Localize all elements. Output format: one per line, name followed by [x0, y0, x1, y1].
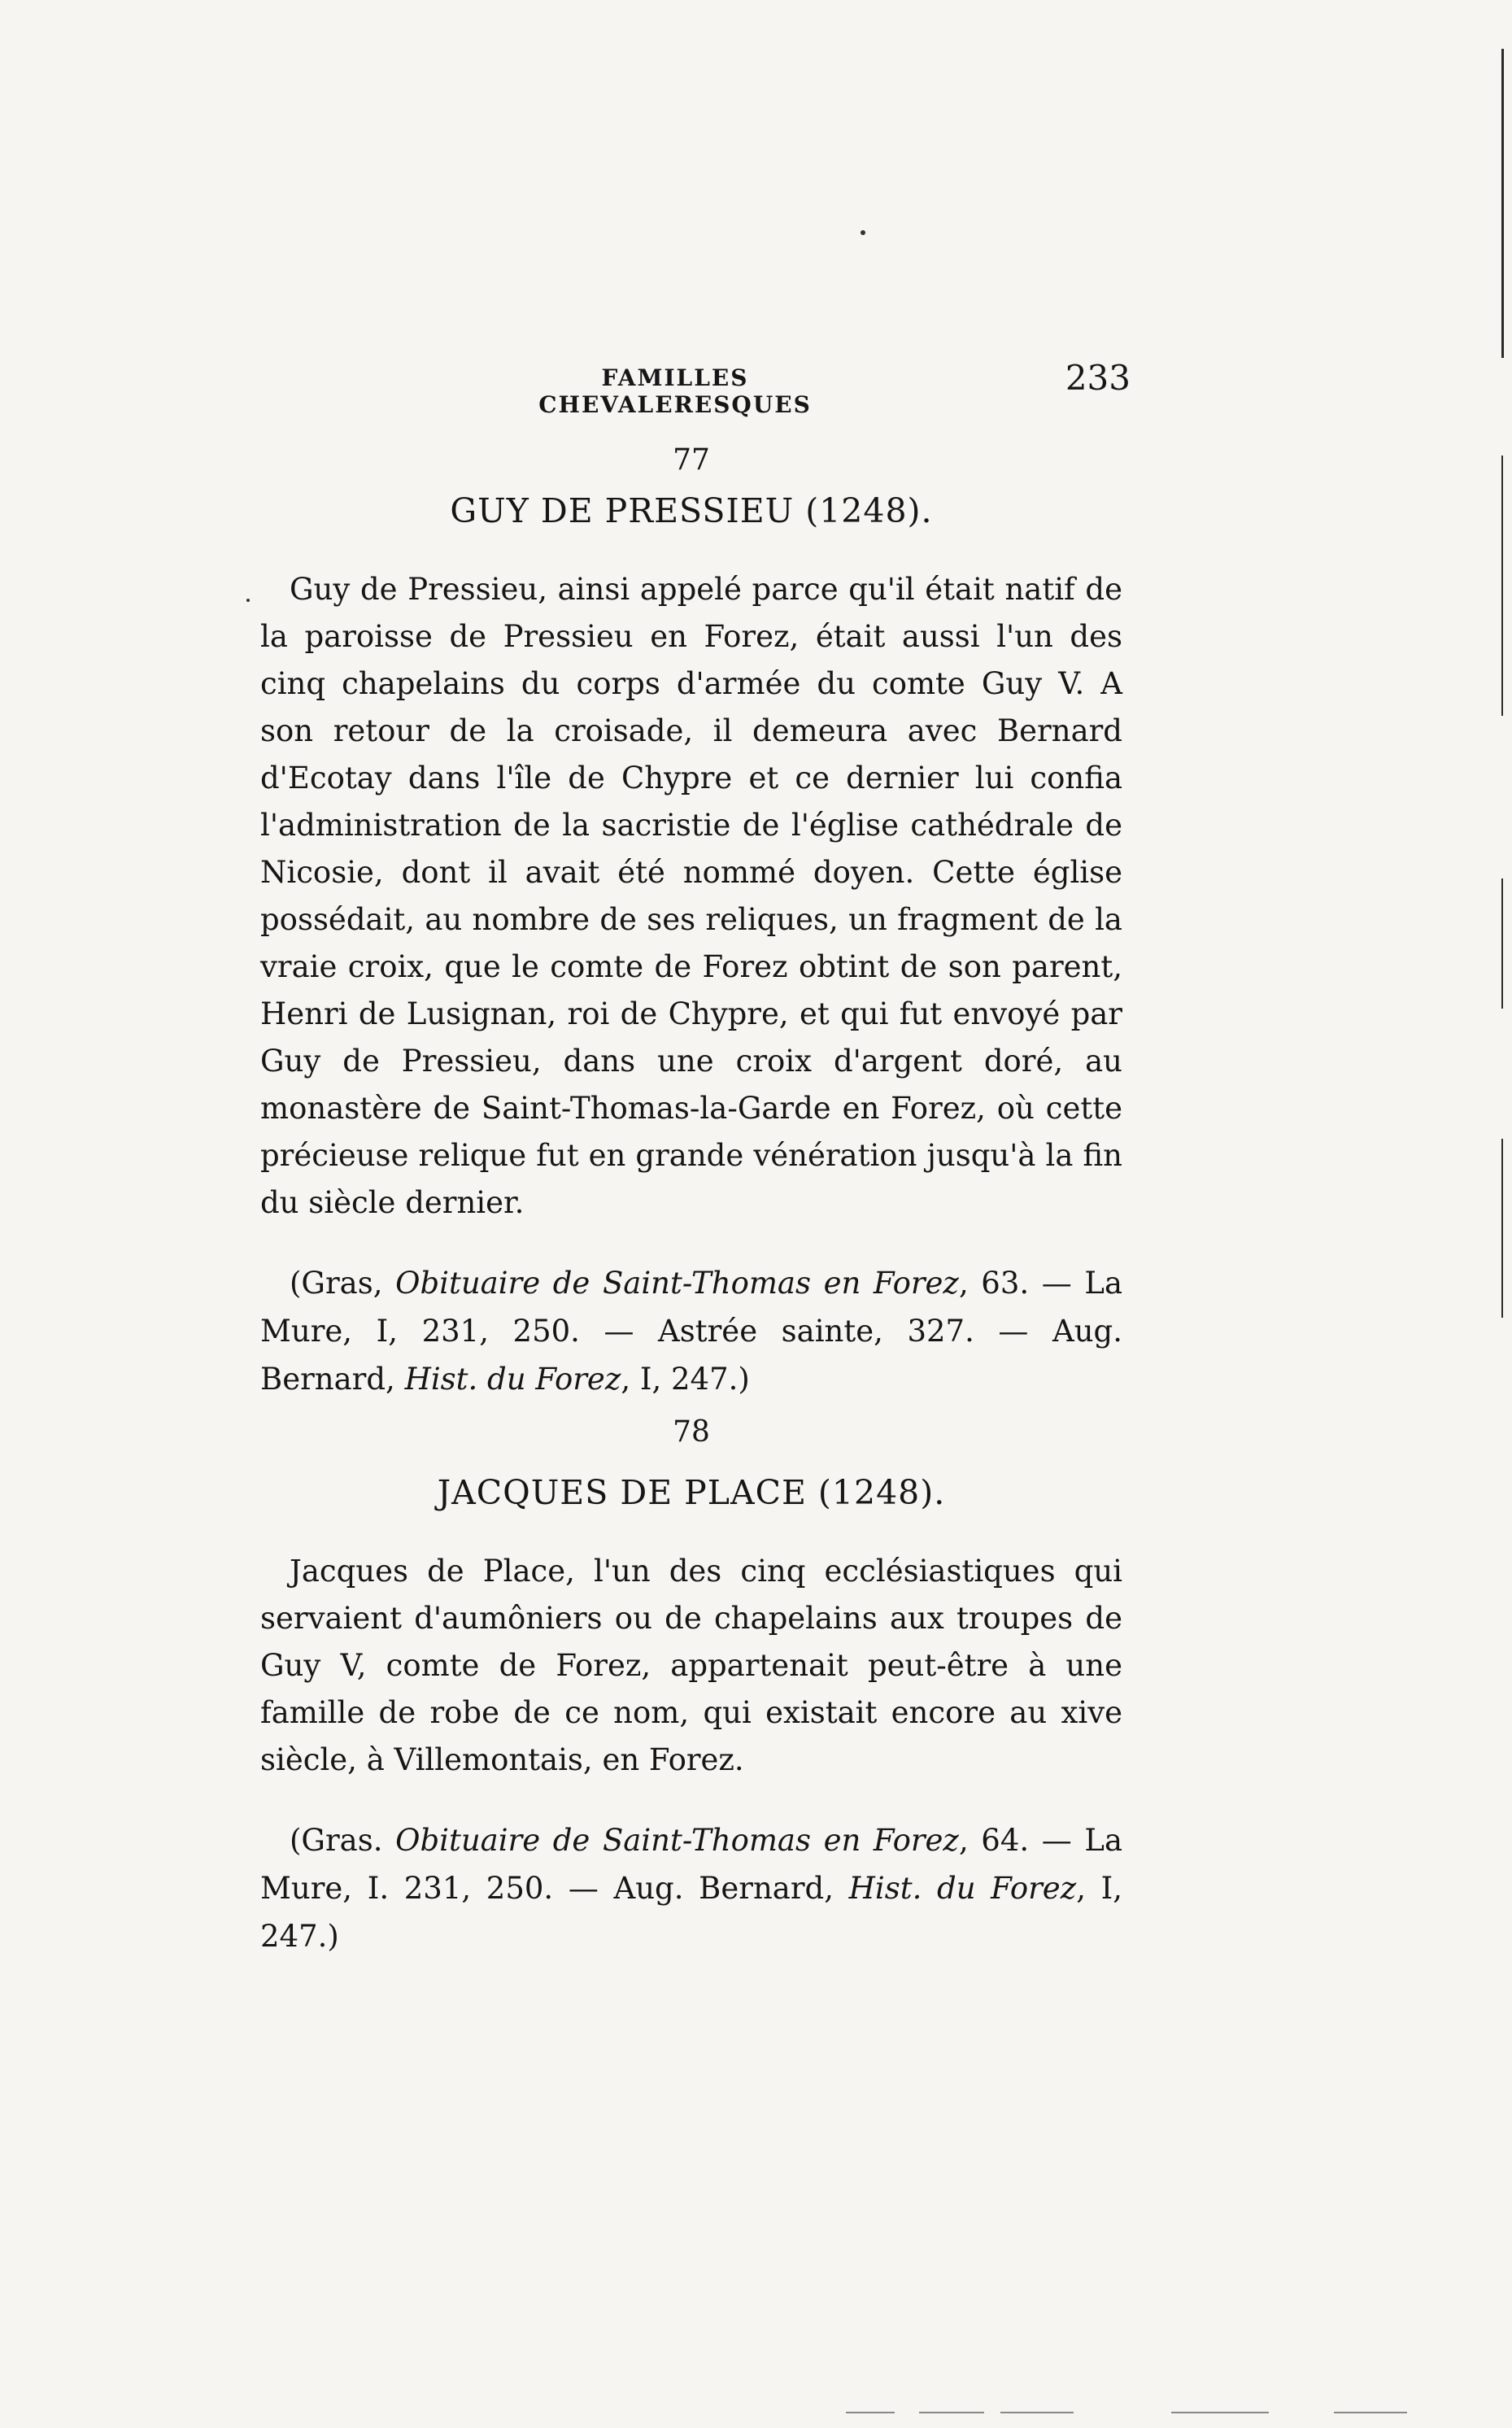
scan-bottom-line	[919, 2412, 984, 2413]
entry-77	[260, 443, 1122, 1403]
entry-title: JACQUES DE PLACE (1248).	[437, 1473, 946, 1512]
refs-open: (Gras,	[290, 1266, 396, 1301]
refs-close: , I, 247.)	[260, 1871, 1122, 1954]
entry-number: 77	[673, 443, 710, 477]
scan-bottom-line	[846, 2412, 895, 2413]
entry-references	[260, 1259, 1122, 1403]
refs-middle: , 63. — La Mure, I, 231, 250. — Astrée sainte, 327. — Aug. Bernard,	[260, 1266, 1123, 1397]
refs-close: , I, 247.)	[621, 1362, 750, 1397]
entry-number: 78	[673, 1415, 710, 1449]
scan-bottom-line	[1000, 2412, 1074, 2413]
page-number: 233	[1065, 358, 1131, 398]
scan-speck	[246, 599, 250, 602]
refs-work-title-2: Hist. du Forez	[404, 1362, 621, 1397]
refs-middle: , 64. — La Mure, I. 231, 250. — Aug. Bernard,	[260, 1823, 1123, 1906]
scan-bottom-line	[1334, 2412, 1407, 2413]
scan-edge-line	[1501, 1139, 1503, 1318]
entry-body: Jacques de Place, l'un des cinq ecclésiastiques qui servaient d'aumôniers ou de chapelains aux troupes de Guy V, comte de Forez, appartenait peut-être à une famille de robe de ce nom, qui existait encore au xive siècle, à Villemontais, en Forez.	[260, 1554, 1122, 1777]
refs-work-title: Obituaire de Saint-Thomas en Forez	[395, 1266, 959, 1301]
entry-78	[260, 1415, 1122, 1960]
entry-title: GUY DE PRESSIEU (1248).	[450, 491, 933, 530]
entry-body: Guy de Pressieu, ainsi appelé parce qu'il était natif de la paroisse de Pressieu en Forez, était aussi l'un des cinq chapelains du corps d'armée du comte Guy V. A son retour de la croisade, il demeura avec Bernard d'Ecotay dans l'île de Chypre et ce dernier lui confia l'administration de la sacristie de l'église cathédrale de Nicosie, dont il avait été nommé doyen. Cette église possédait, au nombre de ses reliques, un fragment de la vraie croix, que le comte de Forez obtint de son parent, Henri de Lusignan, roi de Chypre, et qui fut envoyé par Guy de Pressieu, dans une croix d'argent doré, au monastère de Saint-Thomas-la-Garde en Forez, où cette précieuse relique fut en grande vénération jusqu'à la fin du siècle dernier.	[260, 572, 1122, 1220]
running-head: FAMILLES CHEVALERESQUES	[538, 364, 812, 418]
scan-edge-line	[1501, 456, 1503, 716]
scan-edge-line	[1501, 49, 1504, 358]
refs-work-title: Obituaire de Saint-Thomas en Forez	[395, 1823, 959, 1858]
entry-references	[260, 1816, 1122, 1960]
refs-work-title-2: Hist. du Forez	[848, 1871, 1077, 1906]
scan-speck	[861, 230, 865, 235]
scan-bottom-line	[1171, 2412, 1269, 2413]
scan-edge-line	[1501, 878, 1503, 1009]
refs-open: (Gras.	[290, 1823, 396, 1858]
